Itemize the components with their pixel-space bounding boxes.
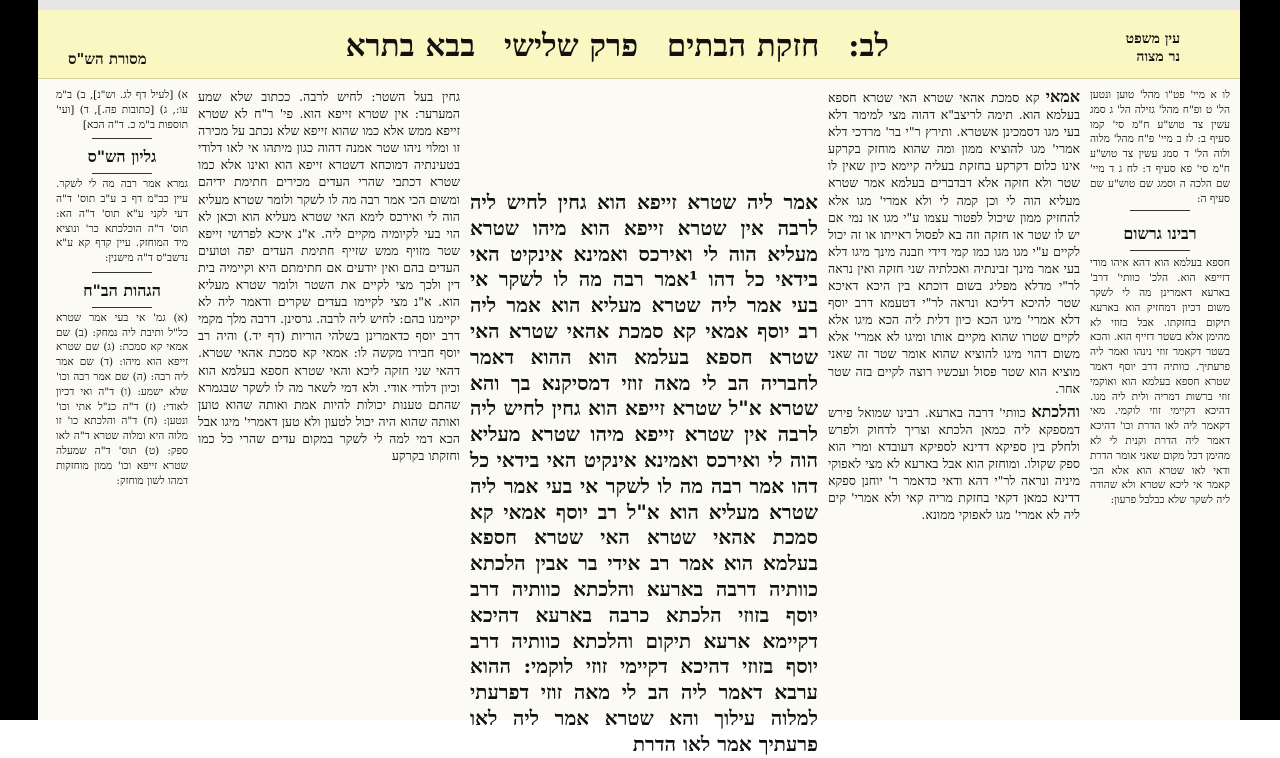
ein-mishpat-text: לו א מיי' פט"ו מהל' טוען ונטען הל' ט ופ"ח מהל' גזילה הל' ג סמג עשין צד טוש"ע ח"מ סי' קמו סעיף ב: לז ב מיי' פ"ח מהל' מלוה ולוה הל' ד סמג עשין צד טוש"ע ח"מ סי' פא סעיף ד: לח ג ד מיי' שם הלכה ה וסמג שם טוש"ע שם סעיף ה: [1090, 89, 1230, 205]
gilyon-title: גליון הש"ס [87, 147, 157, 167]
section-divider [56, 167, 188, 177]
ner-mitzvah-label: נר מצוה [1136, 49, 1180, 65]
tosafot-column [198, 88, 460, 720]
top-strip [38, 0, 1240, 10]
section-divider [56, 266, 188, 276]
gilyon-text: גמרא אמר רבה מה לי לשקר. עיין כב"מ דף ב ע"ב תוס' ד"ה דעי לקני ע"א תוס' ד"ה הא: תוס' ד"ה הוכלכתא כר' ונוציא מיד המוחזק. עיין קדף קא ע"א נדשב"ס ד"ה מישנין: [56, 178, 188, 265]
left-margin-bar [0, 0, 38, 720]
tosafot-text: גחין בעל השטר: לחיש לרבה. ככתוב שלא שמע המערער: אין שטרא זייפא הוא. פי' ר"ח לא שטרא זייפא ממש אלא כמו שהוא זייפא שלא נכתב על מכירה זו ומלוי ניהו שטר אמנה דהוה כגון מיתהו אי לאו דלודי בטעינתיה דמוכחא דשטרא זייפא הוא ואינו אלא כמו שטרא דכתבי שהרי העדים מכירים חתימת ידיהם ומשום הכי אמר רבה מה לו לשקר ולומר שטרא מעליא הוה לי ואירכס לימא האי שטרא מעליא הוא וכאן לא הוי בעי לקיומיה מקיים ליה. א"נ איכא לפרושי זייפא שטר מזויף ממש שזייף חתימת העדים יפה וטועים העדים בהם ואין יודעים אם חתימתם היא וקיימיה בית דין ולכך מצי לקיים את השטר ולומר שטרא מעליא הוא. א"נ מצי לקיימו בעדים שקרים ודאמר ליה לא יקיימנו בהם: לחיש ליה לרבה. גרסינן. דרבה מלך מקמי דרב יוסף כדאמרינן בשלהי הוריות (דף יד.) והיה רב יוסף חבירו מקשה לו: אמאי קא סמכת אהאי שטרא. דהאי שני חזקה ליכא והאי שטרא חספא בעלמא הוא וכיון דלודי אודי. ולא דמי לשאר מה לו לשקר שבגמרא שהתם טענות יכולות להיות אמת ואותה שהוא טוען ואותה שהוא היה יכול לטעון ולא טען דאמרי' מיגו אבל הכא דמי למה לי לשקר במקום עדים שהרי כל כמו וחזקתו בקרקע [198, 89, 460, 463]
hagahot-text: (א) גמ' אי בעי אמר שטרא כל"ל ותיבת ליה נמחק: (ב) שם אמאי קא סמכת: (ג) שם שטרא זייפא הוא מיהו: (ד) שם אמר ליה רבה: (ה) שם אמר רבה וכו' שלא ישמע: (ו) ד"ה ואי דכיון לאודי: (ז) ד"ה כנ"ל אתי וכו' ונטען: (ח) ד"ה והלכתא כו' זו מלוה היא ומלוה שטרא ד"ה לאו ספק: (ט) תוס' ד"ה שמעלה שטרא זייפא וכו' ממון מוחזקות דמהו לשון מוחזק: [56, 311, 188, 487]
rabbeinu-gershom-text: חספא בעלמא הוא דהא איהו מודי דזייפא הוא. הלכ' כוותי' דרב' בארעא דאמרינן מה לי לשקר משום דכיון דמחזיק הוא בארעא תיקום בחזקתו. אבל בזוזי לא מהימן אלא בשטר דזייף הוא. והכא בשטר דקאמר זוזי נינהו ואמר ליה פרעתיך. כוותיה דרב יוסף דאמר שטרא חספא בעלמא הוא ואוקמי זוזי ברשות דמריה ולית ליה מגו. דהיכא דקיימי זוזי לוקמי. מאי דקאמר ליה לאו הדרת וכו' דהיכא דאמר ליה הדרת וקנית לי לא מהימן דכל מקום שאני אומר הדרת ודאי לאו שטרא הוא אלא הכי קאמר אי ליכא שטרא ולא שהודה ליה לשקר שלא כבלבל פרעון: [1090, 257, 1230, 507]
ein-mishpat-heading [1126, 30, 1180, 66]
section-divider [1090, 246, 1230, 256]
page-title [345, 28, 898, 68]
talmud-page [38, 0, 1240, 756]
ein-mishpat-label: עין משפט [1125, 31, 1180, 47]
mesoret-text: א) [לעיל דף לג. וש"נ], ב) ב"מ עו:, ג) [כתובות פה.], ד) [ועי' תוספות ב"מ כ. ד"ה הכא] [56, 89, 188, 131]
chapter-name: חזקת הבתים [666, 28, 820, 64]
right-margin-bar [1240, 0, 1280, 720]
rashi-lead-word-2: והלכתא [1031, 401, 1080, 421]
section-divider [56, 301, 188, 311]
tractate-name: בבא בתרא [345, 28, 476, 64]
rashi-lead-word: אמאי [1045, 87, 1080, 106]
rashi-body: קא סמכת אהאי שטרא האי שטרא חספא בעלמא הוא. תימה לריצב"א דהוה מצי למימר דלא בעי מגו דסמכינן אשטרא. ותירץ ר"י בר' מרדכי דלא אמרי' מגו להוציא ממון ומה שהוא מוחזק בקרקע אינו כלום דקרקע בחזקת בעליה קיימא כיון שאין לו שטר ולא חזקה אלא דבדברים בעלמא אמר שטרא מעליא הוה לי וכן קמה לי ולא אמרי' מגו אלא להחזיק ממון שיכול לפטור עצמו ע"י מגו או נמי אם יש לו שטר או חזקה וזה בא לפסול ראייתו או זה יכול לקיים ע"י מגו מגו כמו קמי דידי וזבנה מינך מיגו דלא בעי אמר מינך זבינתיה ואכלתיה שני חזקה ואין נראה לר"י מדלא מפליג בשום דוכתא בין היכא דאיכא שטר להיכא דליכא ונראה לר"י דטעמא דרב יוסף דלא אמרי' מיגו הכא כיון דלית ליה הכא מיגו אלא לקיים שטרו שהוא מקיים אותו ומיגו לא אמרי' אלא משום דהוי מיגו להוציא שהוא אומר שטר זה שאני מוציא הוא שטר פסול ועכשיו רוצה לקיים בזה שטר אחר. [828, 90, 1080, 396]
ein-mishpat-column [1090, 88, 1230, 720]
mesoret-heading: מסורת הש"ס [68, 50, 147, 68]
hagahot-title: הגהות הב"ח [83, 280, 161, 300]
page-header [38, 10, 1240, 79]
daf-number: לב: [848, 28, 889, 64]
section-divider [1090, 206, 1230, 216]
section-divider [56, 132, 188, 142]
rashi-column [828, 88, 1080, 720]
rashi-text [828, 88, 1080, 397]
rashi-body-2: כוותי' דרבה בארעא. רבינו שמואל פירש דמספקא ליה כמאן הלכתא וצריך לדחוק ולפרש ולחלק בין ספיקא דדינא לספיקא דעובדא ומרי הוא ספק שקולו. ומוחזק הוא אבל בארעא לא מצי לאפוקי מיניה ונראה לר"י דהא ודאי כדאמר ר' יוחנן ספקא דדינא כמאן דקאי בחזקת מריה קאי ולא אמרי' קים ליה לא אמרי' מגו לאפוקי ממונא. [828, 404, 1080, 523]
left-margin-column [56, 88, 188, 720]
perek-number: פרק שלישי [503, 28, 639, 64]
rabbeinu-gershom-title: רבינו גרשום [1123, 224, 1197, 244]
gemara-text [470, 190, 818, 756]
gemara-body: אמר ליה שטרא זייפא הוא גחין לחיש ליה לרבה אין שטרא זייפא הוא מיהו שטרא מעליא הוה לי ואירכס ואמינא אינקיט האי בידאי כל דהו ¹אמר רבה מה לו לשקר אי בעי אמר ליה שטרא מעליא הוא אמר ליה רב יוסף אמאי קא סמכת אהאי שטרא האי שטרא חספא בעלמא הוא ההוא דאמר לחבריה הב לי מאה זוזי דמסיקנא בך והא שטרא א"ל שטרא זייפא הוא גחין לחיש ליה לרבה אין שטרא זייפא מיהו שטרא מעליא הוה לי ואירכס ואמינא אינקיט האי בידאי כל דהו אמר רבה מה לו לשקר אי בעי אמר ליה שטרא מעליא הוא א"ל רב יוסף אמאי קא סמכת אהאי שטרא האי שטרא חספא בעלמא הוא אמר רב אידי בר אבין הלכתא כוותיה דרבה בארעא והלכתא כוותיה דרב יוסף בזוזי הלכתא כרבה בארעא דהיכא דקיימא ארעא תיקום והלכתא כוותיה דרב יוסף בזוזי דהיכא דקיימי זוזי לוקמי: ההוא ערבא דאמר ליה הב לי מאה זוזי דפרעתי למלוה עילוך והא שטרא אמר ליה לאו פרעתיך אמר לאו הדרת [470, 190, 818, 756]
